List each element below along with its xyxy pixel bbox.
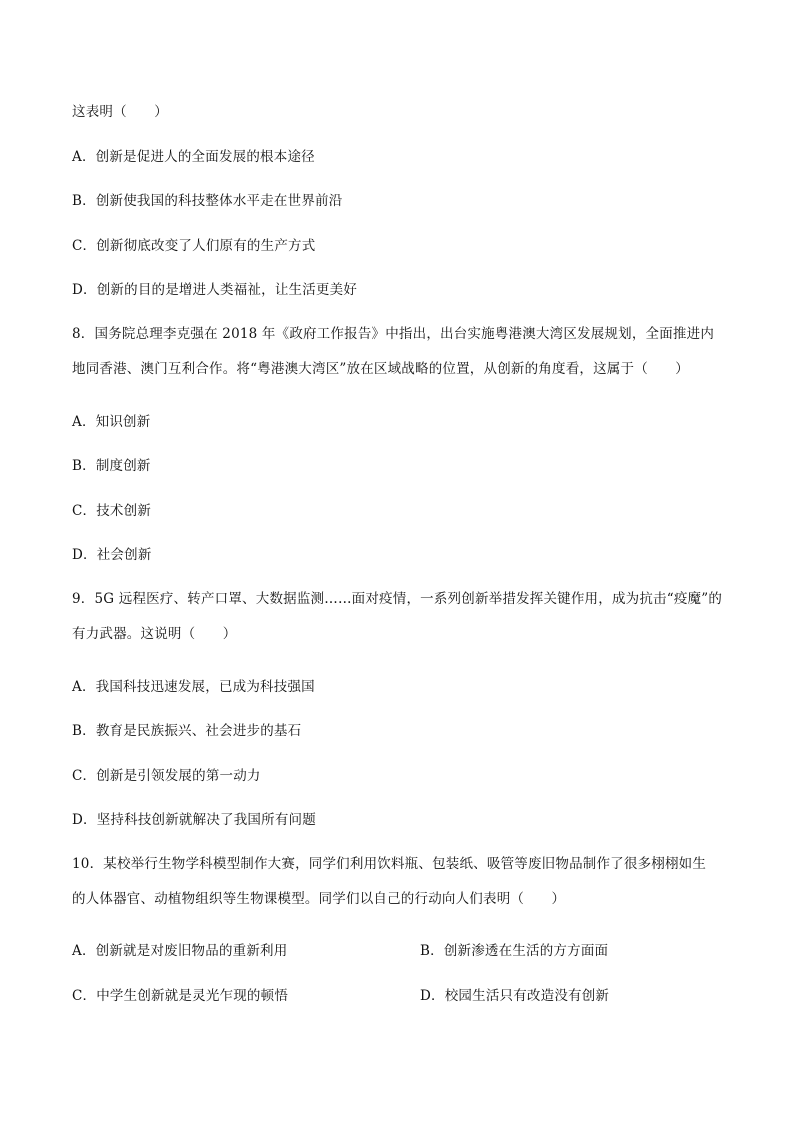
- q9-option-a: A．我国科技迅速发展，已成为科技强国: [72, 679, 315, 695]
- q8-option-b: B．制度创新: [72, 458, 151, 474]
- q8-stem-line-1: 8．国务院总理李克强在 2018 年《政府工作报告》中指出，出台实施粤港澳大湾区发展规划，全面推进内: [72, 326, 715, 342]
- q8-option-d: D．社会创新: [72, 547, 152, 563]
- q10-stem-line-2: 的人体器官、动植物组织等生物课模型。同学们以自己的行动向人们表明（ ）: [72, 891, 566, 907]
- q10-options-row-2: [72, 987, 610, 1005]
- q7-option-a: A．创新是促进人的全面发展的根本途径: [72, 149, 315, 165]
- q7-option-d: D．创新的目的是增进人类福祉，让生活更美好: [72, 282, 358, 298]
- q8-stem-line-2: 地同香港、澳门互利合作。将“粤港澳大湾区”放在区域战略的位置，从创新的角度看，这属于（ ）: [72, 361, 690, 377]
- q7-stem-tail: 这表明（ ）: [72, 104, 168, 120]
- q9-option-b: B．教育是民族振兴、社会进步的基石: [72, 723, 302, 739]
- q10-option-c: C．中学生创新就是灵光乍现的顿悟: [72, 988, 289, 1004]
- q10-stem-line-1: 10．某校举行生物学科模型制作大赛，同学们利用饮料瓶、包装纸、吸管等废旧物品制作了很多栩栩如生: [72, 856, 707, 872]
- q9-option-c: C．创新是引领发展的第一动力: [72, 768, 261, 784]
- q7-option-b: B．创新使我国的科技整体水平走在世界前沿: [72, 193, 343, 209]
- q10-option-b: B．创新渗透在生活的方方面面: [420, 943, 609, 959]
- q7-option-c: C．创新彻底改变了人们原有的生产方式: [72, 238, 316, 254]
- q10-option-a: A．创新就是对废旧物品的重新利用: [72, 943, 288, 959]
- q8-option-c: C．技术创新: [72, 503, 152, 519]
- q8-option-a: A．知识创新: [72, 414, 151, 430]
- q10-options-row-1: [72, 942, 609, 960]
- q9-option-d: D．坚持科技创新就解决了我国所有问题: [72, 812, 316, 828]
- q10-option-d: D．校园生活只有改造没有创新: [420, 988, 610, 1004]
- q9-stem-line-2: 有力武器。这说明（ ）: [72, 626, 237, 642]
- q9-stem-line-1: 9．5G 远程医疗、转产口罩、大数据监测……面对疫情，一系列创新举措发挥关键作用，成为抗击“疫魔”的: [72, 591, 723, 607]
